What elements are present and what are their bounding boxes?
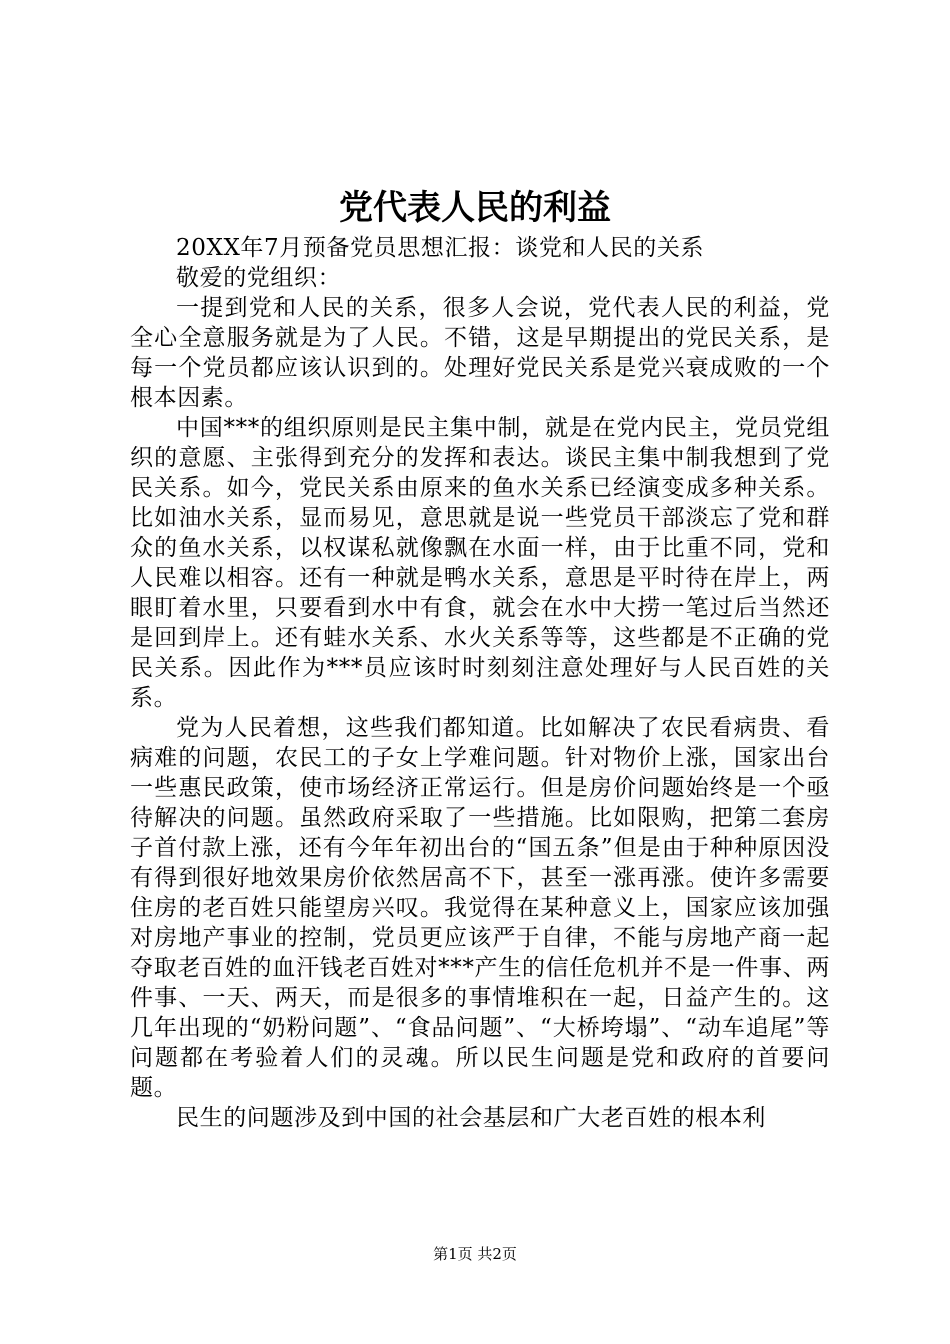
body-paragraph: 中国***的组织原则是民主集中制，就是在党内民主，党员党组织的意愿、主张得到充分的发挥和表达。谈民主集中制我想到了党民关系。如今，党民关系由原来的鱼水关系已经演变成多种关系。比如油水关系，显而易见，意思就是说一些党员干部淡忘了党和群众的鱼水关系，以权谋私就像飘在水面一样，由于比重不同，党和人民难以相容。还有一种就是鸭水关系，意思是平时待在岸上，两眼盯着水里，只要看到水中有食，就会在水中大捞一笔过后当然还是回到岸上。还有蛙水关系、水火关系等等，这些都是不正确的党民关系。因此作为***员应该时时刻刻注意处理好与人民百姓的关系。 xyxy=(130,415,830,711)
body-paragraph: 一提到党和人民的关系，很多人会说，党代表人民的利益，党全心全意服务就是为了人民。不错，这是早期提出的党民关系，是每一个党员都应该认识到的。处理好党民关系是党兴衰成败的一个根本因素。 xyxy=(130,295,830,411)
salutation: 敬爱的党组织： xyxy=(176,265,342,291)
page-footer: 第1页 共2页 xyxy=(433,1245,517,1263)
document-title: 党代表人民的利益 xyxy=(339,188,611,228)
body-paragraph: 党为人民着想，这些我们都知道。比如解决了农民看病贵、看病难的问题，农民工的子女上学难问题。针对物价上涨，国家出台一些惠民政策，使市场经济正常运行。但是房价问题始终是一个亟待解决的问题。虽然政府采取了一些措施。比如限购，把第二套房子首付款上涨，还有今年年初出台的“国五条”但是由于种种原因没有得到很好地效果房价依然居高不下，甚至一涨再涨。使许多需要住房的老百姓只能望房兴叹。我觉得在某种意义上，国家应该加强对房地产事业的控制，党员更应该严于自律，不能与房地产商一起夺取老百姓的血汗钱老百姓对***产生的信任危机并不是一件事、两件事、一天、两天，而是很多的事情堆积在一起，日益产生的。这几年出现的“奶粉问题”、“食品问题”、“大桥垮塌”、“动车追尾”等问题都在考验着人们的灵魂。所以民生问题是党和政府的首要问题。 xyxy=(130,715,830,1101)
document-body xyxy=(130,233,830,1133)
report-heading: 20XX年7月预备党员思想汇报：谈党和人民的关系 xyxy=(176,235,705,261)
body-paragraph: 民生的问题涉及到中国的社会基层和广大老百姓的根本利 xyxy=(176,1105,766,1131)
